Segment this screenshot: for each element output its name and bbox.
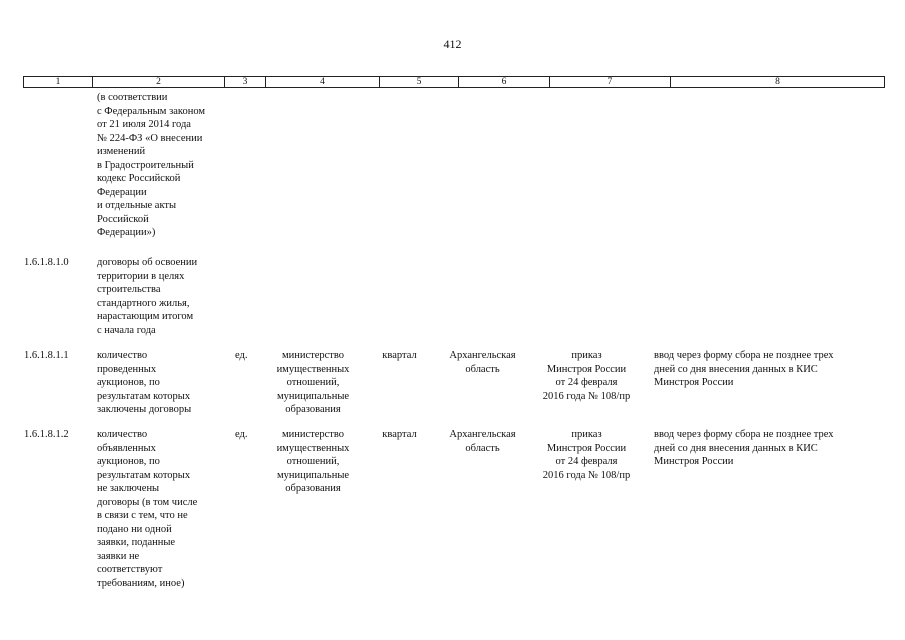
header-col-7: 7 [550, 77, 671, 87]
row-name: количество объявленных аукционов, по результатам которых не заключены договоры (в том числе в связи с тем, что не подано ни одной заявки, поданные заявки не соответствуют требованиям, иное) [97, 429, 198, 589]
row-period: квартал [382, 429, 417, 440]
table-header-row [23, 76, 885, 88]
row-basis: приказ Минстроя России от 24 февраля 2016 года № 108/пр [542, 429, 631, 481]
header-col-4: 4 [266, 77, 380, 87]
row-name: договоры об освоении территории в целях строительства стандартного жилья, нарастающим итогом с начала года [97, 257, 198, 336]
row-basis: приказ Минстроя России от 24 февраля 2016 года № 108/пр [542, 350, 631, 402]
row-unit: ед. [235, 350, 248, 361]
row-code: 1.6.1.8.1.0 [24, 257, 69, 268]
row-source: министерство имущественных отношений, муниципальные образования [276, 350, 350, 415]
row-unit: ед. [235, 429, 248, 440]
header-col-1: 1 [24, 77, 93, 87]
header-col-6: 6 [459, 77, 550, 87]
row-period: квартал [382, 350, 417, 361]
continuation-name: (в соответствии с Федеральным законом от 21 июля 2014 года № 224-ФЗ «О внесении изменений в Градостроительный кодекс Российской Федерации и отдельные акты Российской Федерации») [97, 92, 206, 238]
row-method: ввод через форму сбора не позднее трех дней со дня внесения данных в КИС Минстроя России [654, 429, 834, 467]
row-code: 1.6.1.8.1.1 [24, 350, 69, 361]
header-col-2: 2 [93, 77, 225, 87]
header-col-3: 3 [225, 77, 266, 87]
row-name: количество проведенных аукционов, по результатам которых заключены договоры [97, 350, 192, 415]
header-col-8: 8 [775, 77, 780, 87]
row-territory: Архангельская область [449, 429, 516, 454]
row-source: министерство имущественных отношений, муниципальные образования [276, 429, 350, 494]
row-territory: Архангельская область [449, 350, 516, 375]
row-code: 1.6.1.8.1.2 [24, 429, 69, 440]
header-col-5: 5 [380, 77, 459, 87]
row-method: ввод через форму сбора не позднее трех дней со дня внесения данных в КИС Минстроя России [654, 350, 834, 388]
page-number: 412 [443, 37, 462, 51]
